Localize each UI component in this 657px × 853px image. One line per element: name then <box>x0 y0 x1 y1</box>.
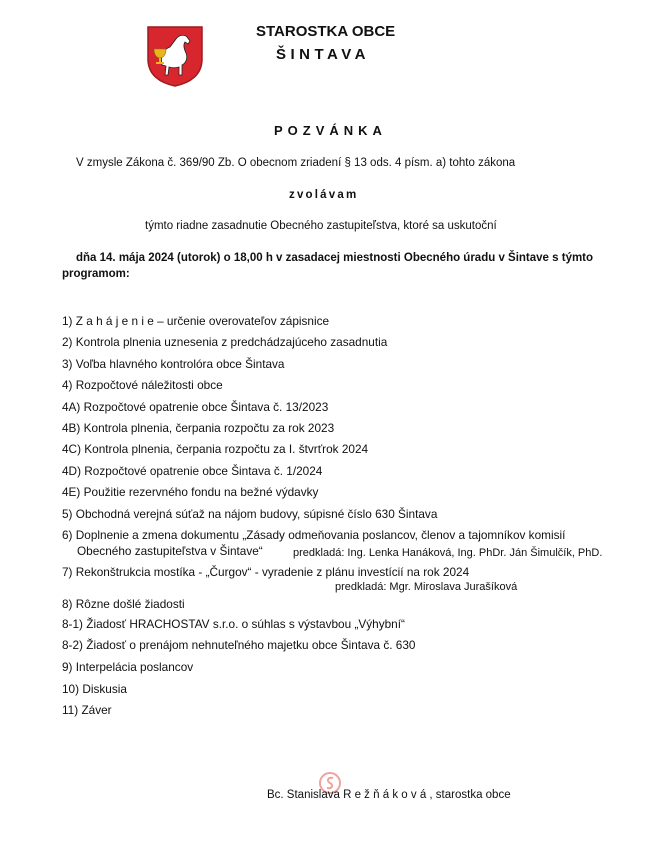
agenda-item: 4D) Rozpočtové opatrenie obce Šintava č. 1/2024 <box>62 464 323 478</box>
agenda-item: 8-2) Žiadosť o prenájom nehnuteľného majetku obce Šintava č. 630 <box>62 638 416 652</box>
agenda-item: 8) Rôzne došlé žiadosti <box>62 597 185 611</box>
agenda-item: 11) Záver <box>62 703 112 717</box>
agenda-item: 5) Obchodná verejná súťaž na nájom budovy, súpisné číslo 630 Šintava <box>62 507 438 521</box>
legal-basis-text: V zmysle Zákona č. 369/90 Zb. O obecnom zriadení § 13 ods. 4 písm. a) tohto zákona <box>76 157 516 169</box>
agenda-item: 2) Kontrola plnenia uznesenia z predchádzajúceho zasadnutia <box>62 335 388 349</box>
presenter-note: predkladá: Mgr. Miroslava Jurašíková <box>335 581 518 593</box>
meeting-text: týmto riadne zasadnutie Obecného zastupiteľstva, ktoré sa uskutoční <box>145 220 497 232</box>
agenda-item: 4C) Kontrola plnenia, čerpania rozpočtu za I. štvrťrok 2024 <box>62 442 369 456</box>
invitation-heading: POZVÁNKA <box>274 123 387 138</box>
coat-of-arms <box>146 25 204 87</box>
agenda-item: 6) Doplnenie a zmena dokumentu „Zásady odmeňovania poslancov, členov a tajomníkov komisií <box>62 528 566 542</box>
agenda-item: 9) Interpelácia poslancov <box>62 660 194 674</box>
signature-line <box>267 789 511 801</box>
agenda-item: 1) Z a h á j e n i e – určenie overovateľov zápisnice <box>62 314 330 328</box>
agenda-item: 4A) Rozpočtové opatrenie obce Šintava č. 13/2023 <box>62 400 329 414</box>
agenda-item: 8-1) Žiadosť HRACHOSTAV s.r.o. o súhlas s výstavbou „Výhybní“ <box>62 617 405 631</box>
office-title: STAROSTKA OBCE <box>256 23 396 40</box>
signature-surname: Režňáková <box>343 789 430 801</box>
agenda-item: 4) Rozpočtové náležitosti obce <box>62 378 223 392</box>
signature-first-name: Bc. Stanislava <box>267 789 340 801</box>
agenda-item: 7) Rekonštrukcia mostíka - „Čurgov“ - vyradenie z plánu investícií na rok 2024 <box>62 565 470 579</box>
program-label: programom: <box>62 268 130 280</box>
municipality-name: ŠINTAVA <box>276 46 370 63</box>
agenda-item-continuation: Obecného zastupiteľstva v Šintave“ <box>77 544 263 558</box>
agenda-item: 3) Voľba hlavného kontrolóra obce Šintava <box>62 357 285 371</box>
convene-word: zvolávam <box>289 189 359 201</box>
presenter-note: predkladá: Ing. Lenka Hanáková, Ing. PhDr. Ján Šimulčík, PhD. <box>293 547 603 559</box>
meeting-date-line: dňa 14. mája 2024 (utorok) o 18,00 h v zasadacej miestnosti Obecného úradu v Šintave s týmto <box>76 252 594 264</box>
agenda-item: 4B) Kontrola plnenia, čerpania rozpočtu za rok 2023 <box>62 421 335 435</box>
signature-role: , starostka obce <box>429 789 511 801</box>
agenda-item: 4E) Použitie rezervného fondu na bežné výdavky <box>62 485 319 499</box>
agenda-item: 10) Diskusia <box>62 682 127 696</box>
